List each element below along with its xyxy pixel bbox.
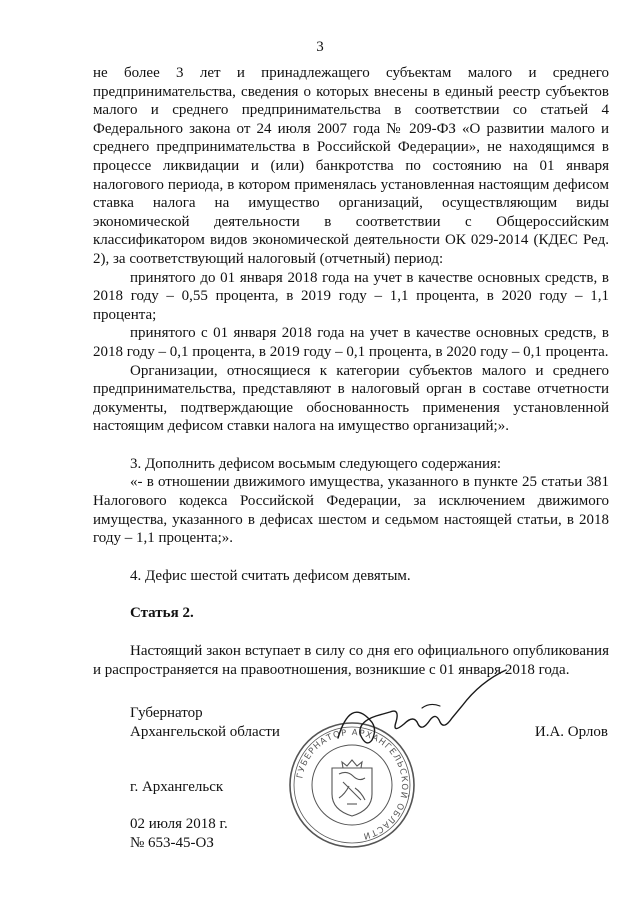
page-number: 3 [316,39,324,55]
paragraph-effective-date: Настоящий закон вступает в силу со дня его официального опубликования и распространяется на правоотношения, возникшие с 01 января 2018 года. [93,643,609,678]
paragraph-item-3-content: «- в отношении движимого имущества, указанного в пункте 25 статьи 381 Налогового кодекса Российской Федерации, за исключением движимого имущества, указанного в дефисах шестом и седьмом настоящей статьи, в 2018 году – 1,1 процента;». [93,474,609,547]
seal-text: ГУБЕРНАТОР АРХАНГЕЛЬСКОЙ ОБЛАСТИ [295,727,410,841]
article-heading: Статья 2. [130,605,194,622]
date-and-number [130,815,228,852]
law-text [93,64,609,679]
signatory-title [130,704,280,741]
paragraph-item-4: 4. Дефис шестой считать дефисом девятым. [130,567,411,584]
signatory-title-line1: Губернатор [130,705,203,721]
handwritten-signature [330,668,515,753]
law-number: № 653-45-ОЗ [130,834,214,851]
place-of-signing: г. Архангельск [130,779,224,795]
signatory-title-line2: Архангельской области [130,723,280,740]
paragraph-before-2018: принятого до 01 января 2018 года на учет в качестве основных средств, в 2018 году – 0,55 процента, в 2019 году – 1,1 процента, в 2020 году – 1,1 процента; [93,269,609,323]
coat-of-arms-icon [332,760,372,816]
paragraph-after-2018: принятого с 01 января 2018 года на учет в качестве основных средств, в 2018 году – 0,1 процента, в 2019 году – 0,1 процента, в 2020 году – 0,1 процента. [93,325,609,360]
paragraph-item-3: 3. Дополнить дефисом восьмым следующего содержания: [130,455,502,472]
signing-date: 02 июля 2018 г. [130,816,228,832]
paragraph-organizations: Организации, относящиеся к категории субъектов малого и среднего предпринимательства, представляют в налоговый орган в составе отчетности документы, подтверждающие обоснованность применения установленной настоящим дефисом ставки налога на имущество организаций;». [93,362,609,435]
signatory-name: И.А. Орлов [534,724,608,740]
paragraph-continuation: не более 3 лет и принадлежащего субъектам малого и среднего предпринимательства, сведения о которых внесены в единый реестр субъектов малого и среднего предпринимательства в соответствии со статьей 4 Федерального закона от 24 июля 2007 года № 209-ФЗ «О развитии малого и среднего предпринимательства в Российской Федерации», не находящимся в процессе ликвидации и (или) банкротства по состоянию на 01 января налогового периода, в котором применялась установленная настоящим дефисом ставка налога на имущество организаций, осуществляющим виды экономической деятельности в соответствии с Общероссийским классификатором видов экономической деятельности ОК 029-2014 (КДЕС Ред. 2), за соответствующий налоговый (отчетный) период: [93,65,609,267]
